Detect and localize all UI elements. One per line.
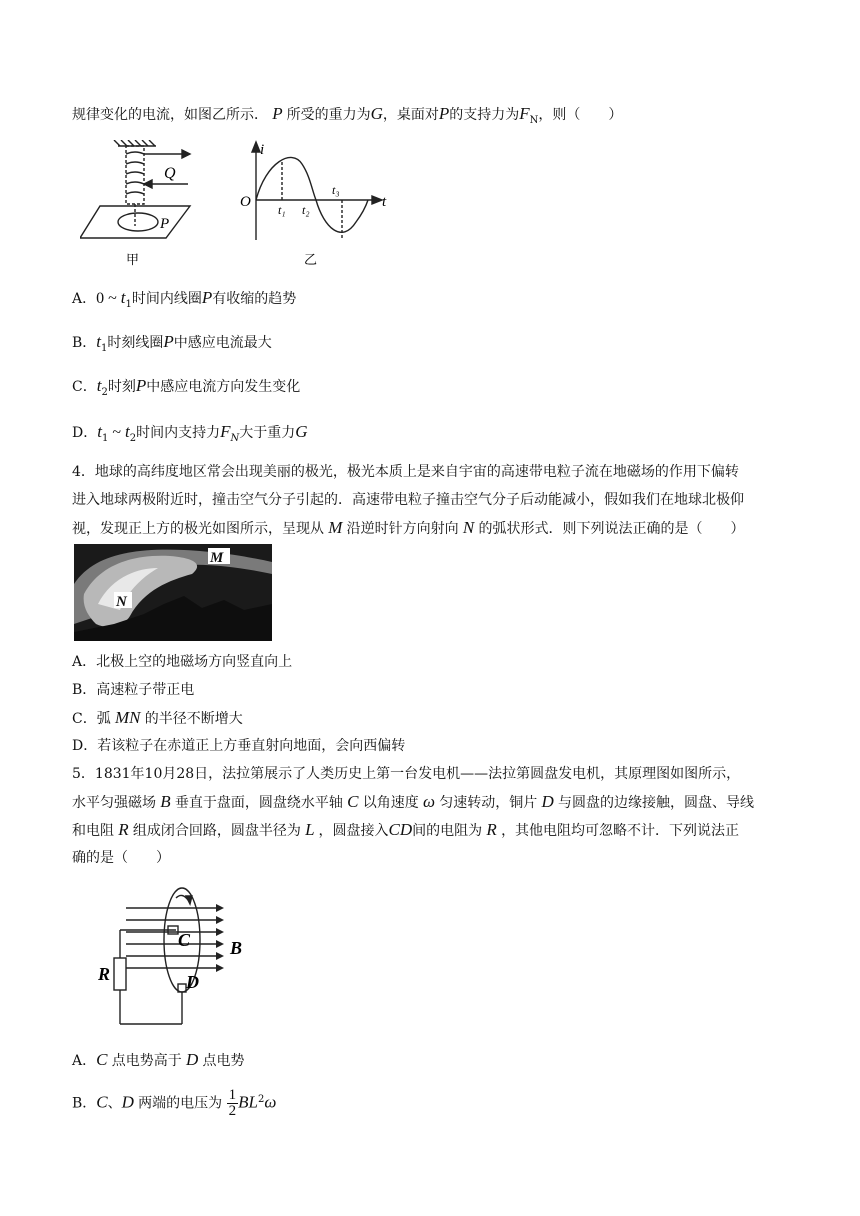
q4-aurora-photo xyxy=(74,544,272,641)
q3-label-yi: 乙 xyxy=(304,253,318,268)
q4-photo-label-M: M xyxy=(210,550,224,566)
q3-stem: 规律变化的电流，如图乙所示． P 所受的重力为G，桌面对P的支持力为$F_N$，则（ ） xyxy=(72,104,623,126)
q3-origin-O: O xyxy=(240,194,251,210)
q5-label-D: D xyxy=(186,972,199,992)
q3-tick-t1: t₁ xyxy=(278,203,286,217)
q5-label-C: C xyxy=(178,930,191,950)
q5-faraday-disc-figure xyxy=(96,872,266,1032)
q3-option-b: B．$t_1$时刻线圈P中感应电流最大 xyxy=(72,332,272,354)
q3-tick-t3: t₃ xyxy=(332,183,340,197)
q4-option-b: B．高速粒子带正电 xyxy=(72,682,195,698)
q5-label-R: R xyxy=(98,964,111,984)
q3-axis-t: t xyxy=(382,194,387,210)
q3-axis-i: i xyxy=(260,142,265,158)
q3-label-Q: Q xyxy=(164,165,176,182)
q4-stem-line2: 进入地球两极附近时，撞击空气分子引起的．高速带电粒子撞击空气分子后动能减小，假如我们在地球北极仰 xyxy=(72,492,744,508)
q4-option-a: A．北极上空的地磁场方向竖直向上 xyxy=(72,654,293,670)
q5-stem-line4: 确的是（ ） xyxy=(72,850,170,866)
q3-label-jia: 甲 xyxy=(126,253,140,268)
q5-fraction: $\frac{1}{2}$ xyxy=(228,1087,237,1120)
q5-stem-line1: 5．1831年10月28日，法拉第展示了人类历史上第一台发电机——法拉第圆盘发电机，其原理图如图所示， xyxy=(72,766,741,782)
q5-label-B: B xyxy=(230,938,243,958)
q3-option-d: D．$t_1$ ~ $t_2$时间内支持力$F_N$大于重力G xyxy=(72,422,308,444)
q3-label-P: P xyxy=(160,216,170,232)
q3-figure-jia xyxy=(80,140,220,268)
q5-stem-line3: 和电阻 R 组成闭合回路，圆盘半径为 L ，圆盘接入CD间的电阻为 R ，其他电阻均可忽略不计．下列说法正 xyxy=(72,820,740,839)
q3-option-a: A．0 ~ $t_1$时间内线圈P有收缩的趋势 xyxy=(72,288,297,310)
q5-stem-line2: 水平匀强磁场 B 垂直于盘面，圆盘绕水平轴 C 以角速度 ω 匀速转动，铜片 D 与圆盘的边缘接触，圆盘、导线 xyxy=(72,792,755,811)
q3-option-c: C．$t_2$时刻P中感应电流方向发生变化 xyxy=(72,376,301,398)
q5-option-a: A．C 点电势高于 D 点电势 xyxy=(72,1050,245,1069)
q3-tick-t2: t₂ xyxy=(302,203,310,217)
q4-option-d: D．若该粒子在赤道正上方垂直射向地面，会向西偏转 xyxy=(72,738,406,754)
q3-figure-yi xyxy=(232,140,396,268)
q4-stem-line3: 视，发现正上方的极光如图所示，呈现从 M 沿逆时针方向射向 N 的弧状形式．则下列说法正确的是（ ） xyxy=(72,518,745,537)
q4-option-c: C．弧 MN 的半径不断增大 xyxy=(72,708,243,727)
q5-option-b: B．C、D 两端的电压为 $\frac{1}{2}$ $BL^2\omega$ xyxy=(72,1087,277,1120)
q4-stem-line1: 4．地球的高纬度地区常会出现美丽的极光，极光本质上是来自宇宙的高速带电粒子流在地磁场的作用下偏转 xyxy=(72,464,739,480)
q4-photo-label-N: N xyxy=(116,594,127,610)
